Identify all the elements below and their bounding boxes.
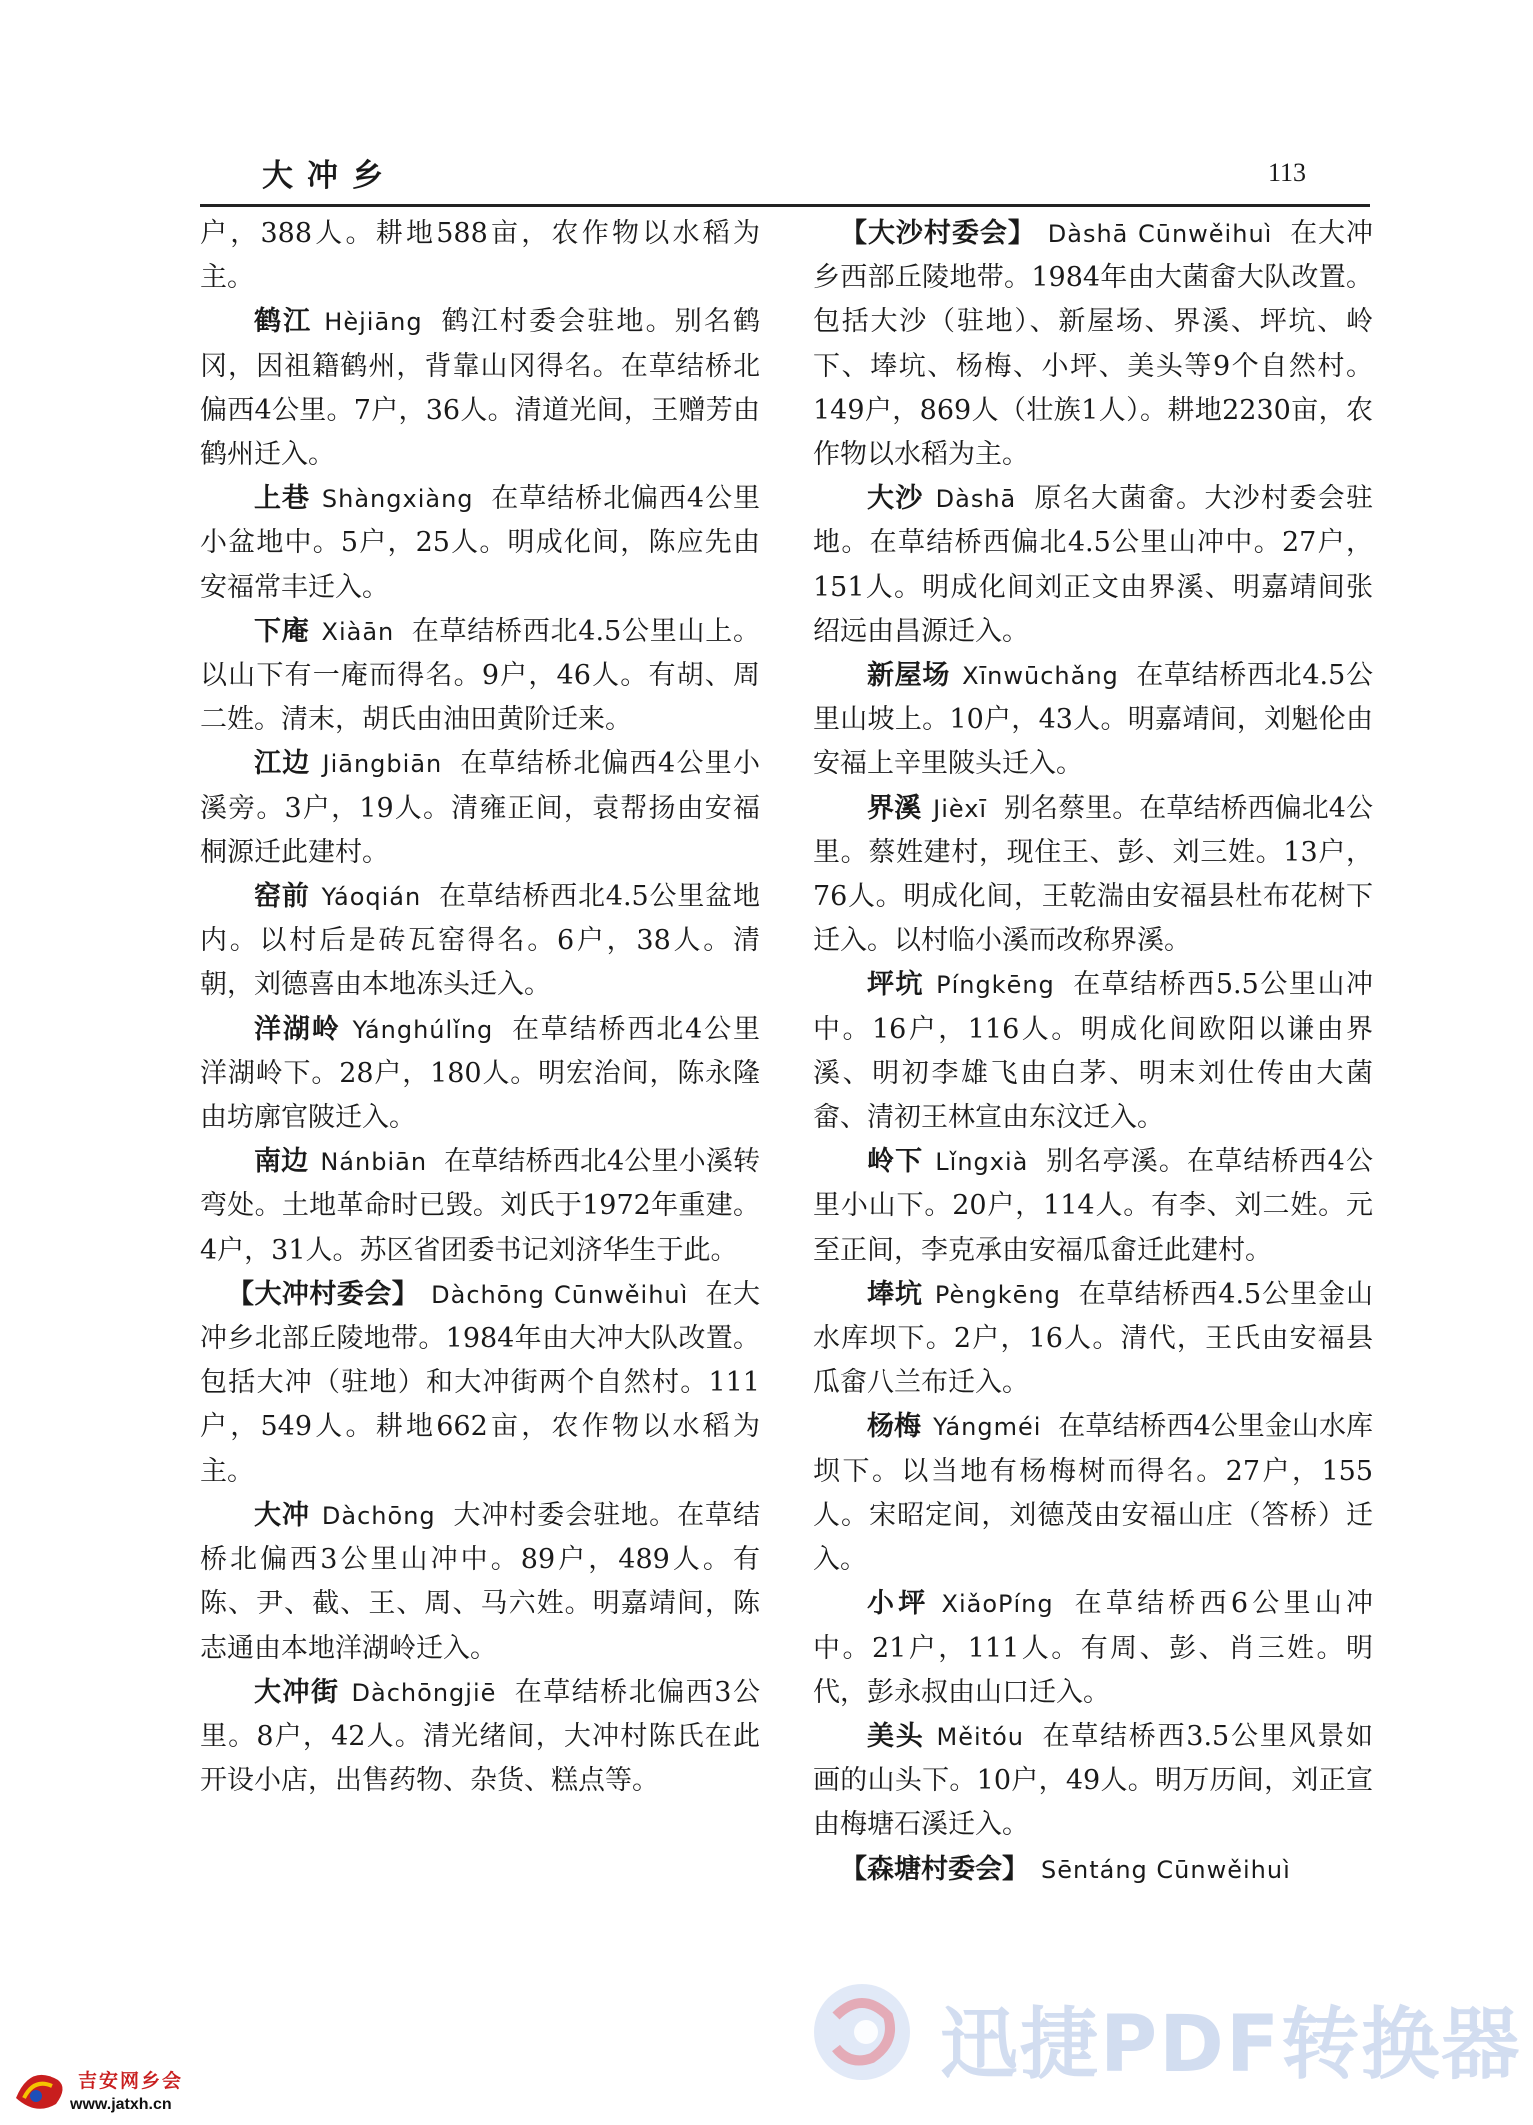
place-entry bbox=[200, 1008, 760, 1141]
entry-text: 在草结桥西北4.5公里山坡上。10户，43人。明嘉靖间，刘魁伦由安福上辛里陂头迁入。 bbox=[813, 660, 1373, 780]
place-name: 美头 bbox=[867, 1720, 925, 1752]
place-name: 岭下 bbox=[867, 1146, 924, 1178]
logo-url: www.jatxh.cn bbox=[70, 2096, 172, 2113]
place-entry bbox=[200, 742, 760, 875]
place-entry bbox=[200, 1140, 760, 1273]
header-rule bbox=[200, 204, 1370, 207]
place-entry bbox=[813, 1582, 1373, 1715]
pinyin: Dàshā Cūnwěihuì bbox=[1047, 220, 1273, 248]
entry-text: 在草结桥西北4公里洋湖岭下。28户，180人。明宏治间，陈永隆由坊廓官陂迁入。 bbox=[200, 1013, 760, 1134]
place-name: 小坪 bbox=[867, 1588, 930, 1620]
section-entry bbox=[813, 1848, 1373, 1892]
entry-text: 在草结桥北偏西3公里。8户，42人。清光绪间，大冲村陈氏在此开设小店，出售药物、杂货、糕点等。 bbox=[200, 1676, 760, 1797]
bracket-close: 】 bbox=[391, 1278, 420, 1310]
place-entry bbox=[813, 1405, 1373, 1582]
entry-text: 在草结桥北偏西4公里小盆地中。5户，25人。明成化间，陈应先由安福常丰迁入。 bbox=[200, 483, 760, 603]
section-entry bbox=[200, 1273, 760, 1494]
place-name: 江边 bbox=[254, 748, 311, 780]
place-entry bbox=[813, 1715, 1373, 1848]
pinyin: Nánbiān bbox=[320, 1148, 428, 1177]
entry-text: 在大冲乡北部丘陵地带。1984年由大冲大队改置。包括大冲（驻地）和大冲街两个自然村。111户，549人。耕地662亩，农作物以水稻为主。 bbox=[200, 1278, 761, 1487]
entry-text: 原名大菌畲。大沙村委会驻地。在草结桥西偏北4.5公里山冲中。27户，151人。明成化间刘正文由界溪、明嘉靖间张绍远由昌源迁入。 bbox=[813, 483, 1373, 647]
bracket-open: 【 bbox=[840, 218, 868, 249]
place-entry bbox=[200, 300, 760, 477]
pinyin: Měitóu bbox=[936, 1722, 1024, 1751]
place-entry bbox=[200, 1671, 760, 1804]
pinyin: Pèngkēng bbox=[934, 1280, 1061, 1309]
section-name: 森塘村委会 bbox=[867, 1853, 1002, 1885]
entry-text: 在草结桥西北4.5公里山上。以山下有一庵而得名。9户，46人。有胡、周二姓。清末，胡氏由油田黄阶迁来。 bbox=[200, 615, 760, 736]
pinyin: Lǐngxià bbox=[935, 1148, 1029, 1177]
place-entry bbox=[813, 477, 1373, 654]
pinyin: Dàchōngjiē bbox=[351, 1678, 497, 1707]
place-entry bbox=[813, 963, 1373, 1140]
section-entry bbox=[813, 212, 1373, 477]
pinyin: Dàshā bbox=[935, 485, 1017, 514]
page-number: 113 bbox=[1268, 158, 1307, 187]
pinyin: Yáoqián bbox=[321, 883, 422, 912]
entry-text: 在草结桥西4公里金山水库坝下。以当地有杨梅树而得名。27户，155人。宋昭定间，刘德茂由安福山庄（答桥）迁入。 bbox=[813, 1411, 1374, 1576]
entry-text: 在草结桥北偏西4公里小溪旁。3户，19人。清雍正间，袁帮扬由安福桐源迁此建村。 bbox=[200, 748, 760, 868]
pinyin: Hèjiāng bbox=[324, 308, 423, 337]
entry-text: 在草结桥西5.5公里山冲中。16户，116人。明成化间欧阳以谦由界溪、明初李雄飞由白茅、明末刘仕传由大菌畲、清初王林宣由东汶迁入。 bbox=[813, 969, 1373, 1134]
place-name: 鹤江 bbox=[254, 306, 313, 338]
pinyin: Jiāngbiān bbox=[322, 750, 443, 779]
bracket-close: 】 bbox=[1007, 218, 1036, 249]
entry-text: 大冲村委会驻地。在草结桥北偏西3公里山冲中。89户，489人。有陈、尹、截、王、周、马六姓。明嘉靖间，陈志通由本地洋湖岭迁入。 bbox=[200, 1499, 761, 1664]
place-name: 新屋场 bbox=[867, 660, 951, 692]
place-entry bbox=[813, 1140, 1373, 1273]
entry-text: 在草结桥西北4公里小溪转弯处。土地革命时已毁。刘氏于1972年重建。4户，31人。苏区省团委书记刘济华生于此。 bbox=[200, 1146, 761, 1266]
place-name: 南边 bbox=[254, 1146, 309, 1178]
paragraph-text: 户，388人。耕地588亩，农作物以水稻为主。 bbox=[200, 218, 760, 294]
entry-text: 别名蔡里。在草结桥西偏北4公里。蔡姓建村，现住王、彭、刘三姓。13户，76人。明成化间，王乾湍由安福县杜布花树下迁入。以村临小溪而改称界溪。 bbox=[813, 792, 1373, 957]
place-entry bbox=[200, 1494, 760, 1671]
place-name: 洋湖岭 bbox=[254, 1013, 341, 1045]
place-entry bbox=[813, 1273, 1373, 1406]
page-header-title: 大冲乡 bbox=[262, 158, 397, 194]
logo-text-top: 吉安网乡会 bbox=[78, 2070, 184, 2092]
place-entry bbox=[200, 610, 760, 743]
entry-text: 在大冲乡西部丘陵地带。1984年由大菌畲大队改置。包括大沙（驻地）、新屋场、界溪、坪坑、岭下、埲坑、杨梅、小坪、美头等9个自然村。149户，869人（壮族1人）。耕地2230亩，农作物以水稻为主。 bbox=[813, 218, 1374, 471]
place-entry bbox=[813, 654, 1373, 787]
place-name: 界溪 bbox=[867, 792, 922, 824]
section-name: 大沙村委会 bbox=[867, 218, 1008, 249]
place-entry bbox=[813, 787, 1373, 964]
place-name: 大沙 bbox=[867, 483, 924, 515]
entry-text: 在草结桥西3.5公里风景如画的山头下。10户，49人。明万历间，刘正宣由梅塘石溪迁入。 bbox=[813, 1720, 1373, 1841]
place-name: 杨梅 bbox=[867, 1411, 922, 1443]
place-entry bbox=[200, 875, 760, 1008]
pinyin: Yángméi bbox=[933, 1413, 1042, 1442]
pinyin: Yánghúlǐng bbox=[352, 1015, 494, 1044]
place-name: 窑前 bbox=[254, 881, 310, 913]
place-name: 埲坑 bbox=[867, 1278, 923, 1310]
watermark-text: 迅捷PDF转换器 bbox=[940, 2000, 1522, 2090]
bracket-close: 】 bbox=[1002, 1853, 1029, 1885]
entry-text: 在草结桥西北4.5公里盆地内。以村后是砖瓦窑得名。6户，38人。清朝，刘德喜由本地冻头迁入。 bbox=[200, 881, 760, 1001]
place-name: 坪坑 bbox=[867, 969, 925, 1001]
right-column bbox=[813, 212, 1373, 1892]
entry-text: 鹤江村委会驻地。别名鹤冈，因祖籍鹤州，背靠山冈得名。在草结桥北偏西4公里。7户，36人。清道光间，王赠芳由鹤州迁入。 bbox=[200, 306, 761, 471]
place-entry bbox=[200, 477, 760, 610]
place-name: 大冲 bbox=[254, 1499, 310, 1531]
place-name: 上巷 bbox=[254, 483, 310, 515]
pinyin: XiǎoPíng bbox=[941, 1590, 1054, 1619]
place-name: 大冲街 bbox=[254, 1676, 340, 1708]
bracket-open: 【 bbox=[227, 1278, 255, 1310]
section-name: 大冲村委会 bbox=[254, 1278, 392, 1310]
entry-text: 别名亭溪。在草结桥西4公里小山下。20户，114人。有李、刘二姓。元至正间，李克承由安福瓜畲迁此建村。 bbox=[813, 1146, 1373, 1266]
bracket-open: 【 bbox=[840, 1853, 867, 1885]
left-column bbox=[200, 212, 760, 1803]
pinyin: Sēntáng Cūnwěihuì bbox=[1041, 1855, 1291, 1884]
place-name: 下庵 bbox=[254, 615, 310, 647]
pinyin: Dàchōng bbox=[321, 1501, 436, 1530]
pinyin: Xīnwūchǎng bbox=[962, 662, 1119, 691]
entry-text: 在草结桥西4.5公里金山水库坝下。2户，16人。清代，王氏由安福县瓜畲八兰布迁入。 bbox=[813, 1278, 1373, 1399]
pinyin: Shàngxiàng bbox=[321, 485, 474, 514]
pinyin: Xiàān bbox=[321, 617, 395, 646]
pinyin: Dàchōng Cūnwěihuì bbox=[431, 1280, 689, 1309]
pinyin: Jièxī bbox=[933, 794, 988, 823]
entry-text: 在草结桥西6公里山冲中。21户，111人。有周、彭、肖三姓。明代，彭永叔由山口迁入。 bbox=[813, 1588, 1374, 1708]
pinyin: Píngkēng bbox=[936, 971, 1055, 1000]
paragraph-continuation bbox=[200, 212, 760, 300]
